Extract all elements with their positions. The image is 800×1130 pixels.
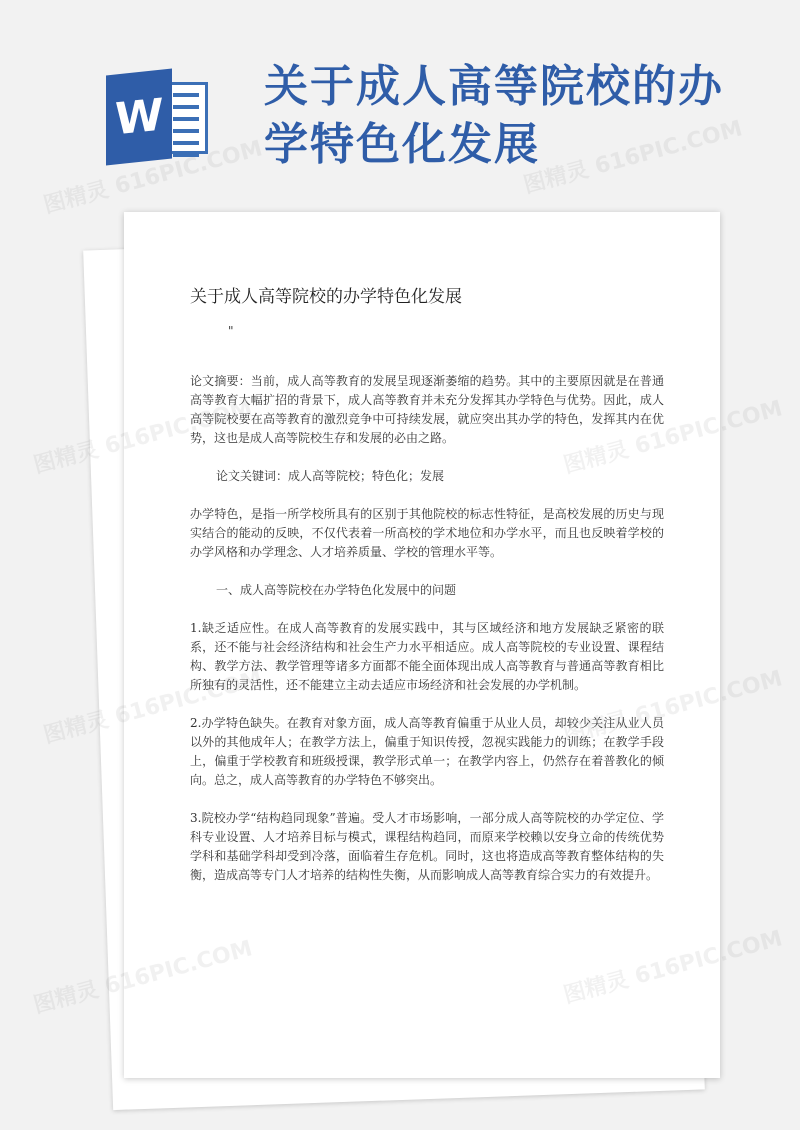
abstract-paragraph: 论文摘要：当前，成人高等教育的发展呈现逐渐萎缩的趋势。其中的主要原因就是在普通高等教育大幅扩招的背景下，成人高等教育并未充分发挥其办学特色与优势。因此，成人高等院校要在高等教育的激烈竞争中可持续发展，就应突出其办学的特色，发挥其内在优势，这也是成人高等院校生存和发展的必由之路。 [190, 374, 664, 445]
watermark: 图精灵 616PIC.COM [41, 136, 266, 219]
watermark: 图精灵 [31, 977, 102, 1019]
banner-title: 关于成人高等院校的办学特色化发展 [264, 61, 724, 170]
document-title: 关于成人高等院校的办学特色化发展 [190, 287, 462, 307]
document-page [124, 212, 720, 1078]
page-header [0, 0, 800, 200]
word-badge [106, 69, 172, 166]
body-paragraph: 1.缺乏适应性。在成人高等教育的发展实践中，其与区域经济和地方发展缺乏紧密的联系，还不能与社会经济结构和社会生产力水平相适应。成人高等院校的专业设置、课程结构、教学方法、教学管理等诸多方面都不能全面体现出成人高等教育与普通高等教育相比所独有的灵活性，还不能建立主动去适应市场经济和社会发展的办学机制。 [190, 621, 664, 692]
body-paragraph: 2.办学特色缺失。在教育对象方面，成人高等教育偏重于从业人员，却较少关注从业人员以外的其他成年人；在教学方法上，偏重于知识传授，忽视实践能力的训练；在教学手段上，偏重于学校教育和班级授课，教学形式单一；在教学内容上，仍然存在着普教化的倾向。总之，成人高等教育的办学特色不够突出。 [190, 716, 664, 787]
watermark: 图精灵 [41, 707, 112, 749]
watermark: 图精灵 [31, 437, 102, 479]
word-badge-letter: W [114, 88, 164, 146]
body-paragraph: 办学特色，是指一所学校所具有的区别于其他院校的标志性特征，是高校发展的历史与现实结合的能动的反映，不仅代表着一所高校的学术地位和办学水平，而且也反映着学校的办学风格和办学理念、人才培养质量、学校的管理水平等。 [190, 507, 664, 559]
keywords-paragraph: 论文关键词：成人高等院校；特色化；发展 [216, 469, 445, 483]
body-paragraph: 3.院校办学“结构趋同现象”普遍。受人才市场影响，一部分成人高等院校的办学定位、学科专业设置、人才培养目标与模式，课程结构趋同，而原来学校赖以安身立命的传统优势学科和基础学科却受到冷落，面临着生存危机。同时，这也将造成高等教育整体结构的失衡，造成高等专门人才培养的结构性失衡，从而影响成人高等教育综合实力的有效提升。 [190, 811, 664, 882]
watermark: 图精灵 616PIC.COM [521, 116, 746, 199]
section-heading: 一、成人高等院校在办学特色化发展中的问题 [216, 583, 457, 597]
word-document-icon [106, 72, 216, 162]
quote-mark: " [228, 324, 234, 338]
document-body [190, 372, 664, 904]
